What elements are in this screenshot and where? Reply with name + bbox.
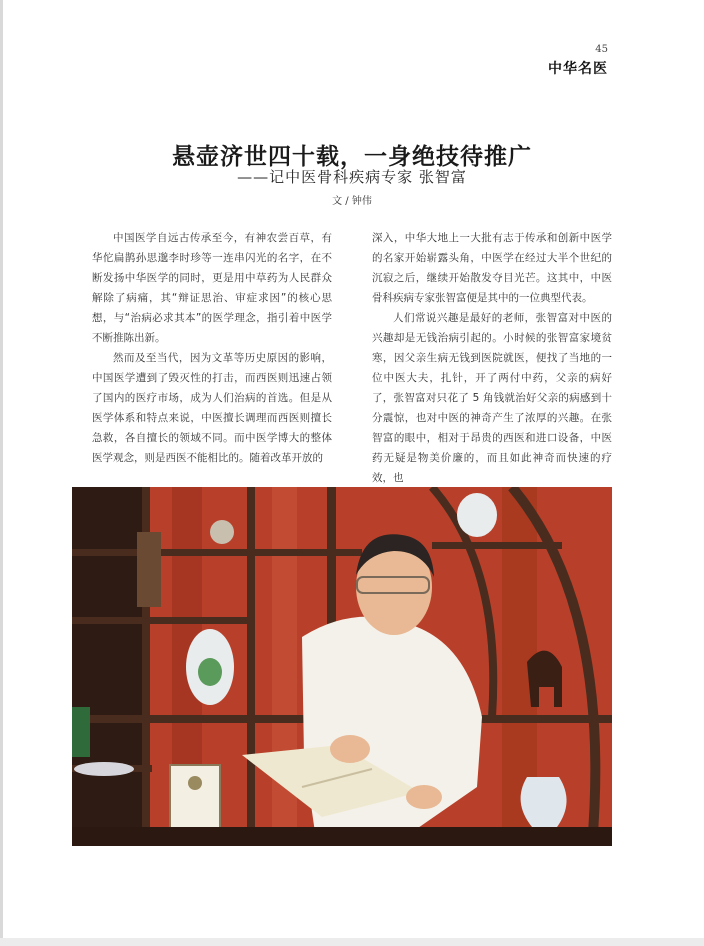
photo-top-vase (457, 493, 497, 537)
photo-man-hand (406, 785, 442, 809)
photo-man-hand (330, 735, 370, 763)
article-title: 悬壶济世四十载，一身绝技待推广 (172, 143, 532, 170)
right-column (372, 228, 612, 488)
photo-floor (72, 827, 612, 846)
photo-shelf (432, 542, 562, 549)
photo-vase-flower (198, 658, 222, 686)
photo-shelf (72, 549, 362, 556)
article-byline: 文 / 钟伟 (332, 196, 372, 207)
photo-shelf (72, 715, 332, 723)
page-bottom-strip (0, 938, 704, 946)
photo-left-cabinet (72, 487, 142, 846)
paragraph: 然而及至当代，因为文革等历史原因的影响，中国医学遭到了毁灭性的打击，而西医则迅速占领了国内的医疗市场，成为人们治病的首选。但是从医学体系和特点来说，中医擅长调理而西医则擅长急救，各自擅长的领域不同。而中医学博大的整体医学观念，则是西医不能相比的。随着改革开放的 (92, 352, 332, 464)
photo-statue (137, 532, 161, 607)
photo-jade-ball (210, 520, 234, 544)
paragraph: 人们常说兴趣是最好的老师，张智富对中医的兴趣却是无钱治病引起的。小时候的张智富家境贫寒，因父亲生病无钱到医院就医，便找了当地的一位中医大夫，扎针，开了两付中药，父亲的病好了，张智富对只花了 5 角钱就治好父亲的病感到十分震惊，也对中医的神奇产生了浓厚的兴趣。在张智富的眼中，相对于昂贵的西医和进口设备，中医药无疑是物美价廉的，而且如此神奇而快速的疗效，也 (372, 312, 612, 484)
paragraph: 中国医学自远古传承至今，有神农尝百草，有华佗扁鹊孙思邈李时珍等一连串闪光的名字，在不断发扬中华医学的同时，更是用中草药为人民群众解除了病痛，其“辩证思治、审症求因”的核心思想，与“治病必求其本”的医学理念，指引着中医学不断推陈出新。 (92, 232, 332, 344)
photo-shelf (472, 715, 612, 723)
photo-white-ewer (521, 777, 567, 827)
photo-green-jar (72, 707, 90, 757)
section-label: 中华名医 (548, 61, 608, 77)
photo-shelf-post (247, 487, 255, 846)
article-photo (72, 487, 612, 846)
photo-dish (74, 762, 134, 776)
paragraph: 深入，中华大地上一大批有志于传承和创新中医学的名家开始崭露头角，中医学在经过大半个世纪的沉寂之后，继续开始散发夺目光芒。这其中，中医骨科疾病专家张智富便是其中的一位典型代表。 (372, 232, 612, 304)
page-number: 45 (595, 44, 608, 55)
photo-shelf (72, 617, 252, 624)
photo-certificate (170, 765, 220, 835)
article-subtitle: ——记中医骨科疾病专家 张智富 (237, 168, 467, 186)
left-column (92, 228, 332, 468)
photo-certificate-seal (188, 776, 202, 790)
